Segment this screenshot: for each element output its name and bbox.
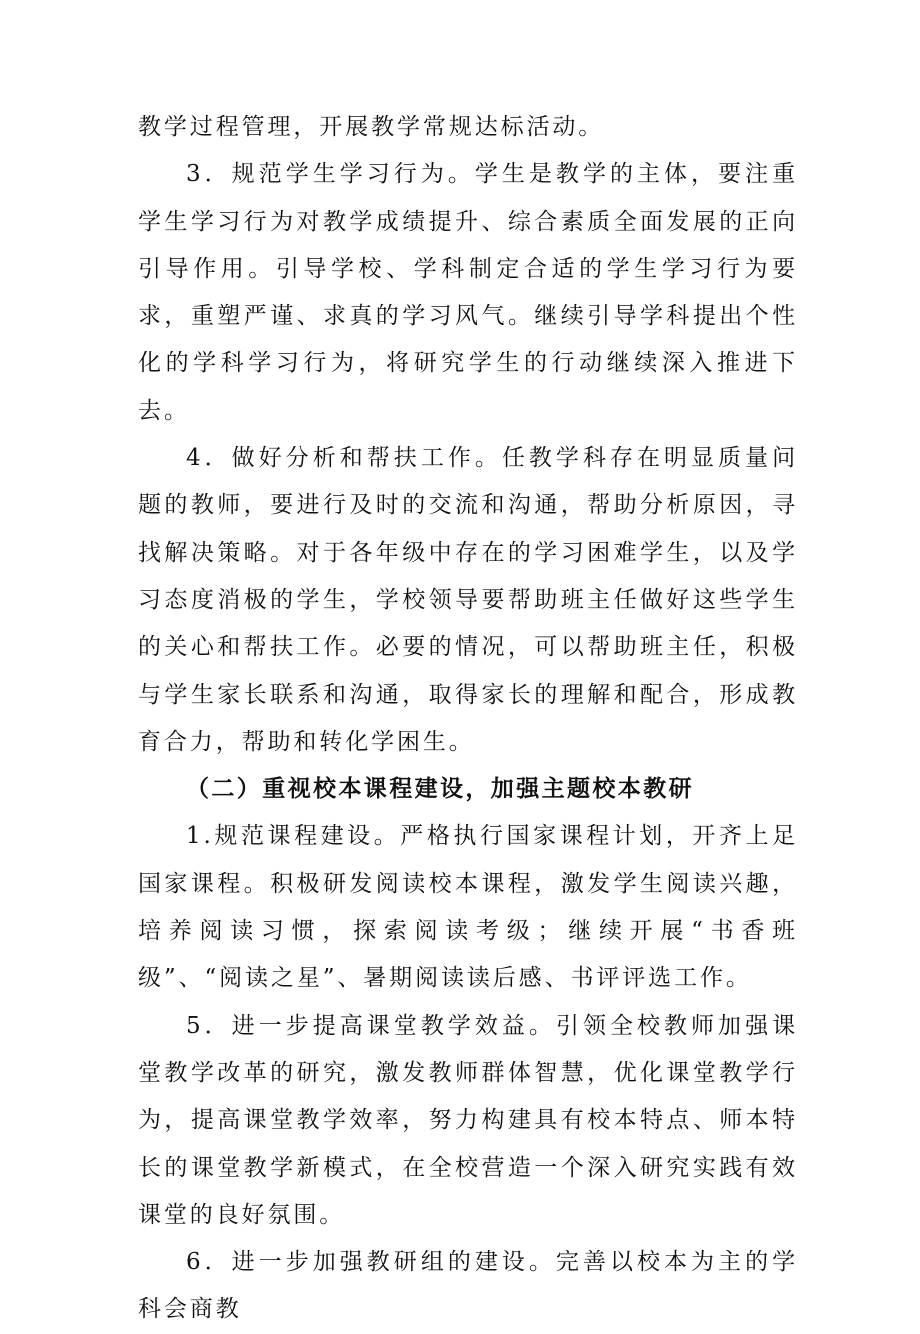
paragraph-continuation: 教学过程管理，开展教学常规达标活动。 [138,114,605,140]
document-page [138,104,798,1334]
paragraph-item-1: 1.规范课程建设。严格执行国家课程计划，开齐上足国家课程。积极研发阅读校本课程，激发学生阅读兴趣，培养阅读习惯，探索阅读考级；继续开展“书香班级”、“阅读之星”、暑期阅读读后感、书评评选工作。 [138,823,798,992]
paragraph-item-5: 5．进一步提高课堂教学效益。引领全校教师加强课堂教学改革的研究，激发教师群体智慧，优化课堂教学行为，提高课堂教学效率，努力构建具有校本特点、师本特长的课堂教学新模式，在全校营造一个深入研究实践有效课堂的良好氛围。 [138,1012,798,1228]
paragraph-item-6: 6．进一步加强教研组的建设。完善以校本为主的学科会商教 [138,1249,798,1323]
paragraph-item-3: 3．规范学生学习行为。学生是教学的主体，要注重学生学习行为对教学成绩提升、综合素质全面发展的正向引导作用。引导学校、学科制定合适的学生学习行为要求，重塑严谨、求真的学习风气。继续引导学科提出个性化的学科学习行为，将研究学生的行动继续深入推进下去。 [138,161,798,424]
paragraph-item-4: 4．做好分析和帮扶工作。任教学科存在明显质量问题的教师，要进行及时的交流和沟通，帮助分析原因，寻找解决策略。对于各年级中存在的学习困难学生，以及学习态度消极的学生，学校领导要帮助班主任做好这些学生的关心和帮扶工作。必要的情况，可以帮助班主任，积极与学生家长联系和沟通，取得家长的理解和配合，形成教育合力，帮助和转化学困生。 [138,445,798,755]
section-heading: （二）重视校本课程建设，加强主题校本教研 [186,776,694,803]
